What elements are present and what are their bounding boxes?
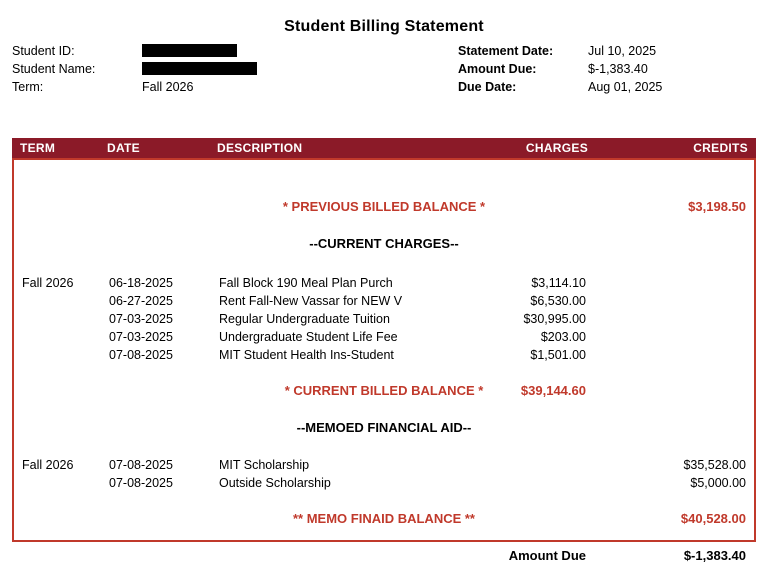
- column-header-description: DESCRIPTION: [217, 141, 303, 155]
- table-row: [14, 310, 754, 328]
- previous-balance-row: [14, 198, 754, 216]
- current-billed-balance-charge: $39,144.60: [520, 383, 586, 398]
- row-term: Fall 2026: [22, 276, 74, 290]
- total-row: [14, 547, 754, 565]
- memo-finaid-balance-credit: $40,528.00: [680, 511, 746, 526]
- row-description: Undergraduate Student Life Fee: [219, 330, 398, 344]
- table-row: [14, 456, 754, 474]
- billing-table: [12, 138, 756, 563]
- row-date: 07-03-2025: [109, 330, 173, 344]
- table-row: [14, 346, 754, 364]
- total-label: Amount Due: [508, 548, 586, 563]
- row-description: Outside Scholarship: [219, 476, 331, 490]
- student-info-block: [12, 42, 342, 96]
- table-header-row: [12, 138, 756, 160]
- amount-due-label: Amount Due:: [458, 62, 537, 76]
- amount-due-row: [458, 60, 758, 78]
- table-row: [14, 274, 754, 292]
- row-charge: $30,995.00: [523, 312, 586, 326]
- row-date: 07-08-2025: [109, 458, 173, 472]
- row-term: Fall 2026: [22, 458, 74, 472]
- row-charge: $3,114.10: [531, 276, 586, 290]
- student-name-value: [142, 60, 257, 78]
- due-date-value: Aug 01, 2025: [588, 80, 663, 94]
- redacted-student-id: [142, 44, 237, 57]
- row-charge: $6,530.00: [530, 294, 586, 308]
- term-label: Term:: [12, 80, 44, 94]
- table-row: [14, 474, 754, 492]
- current-charges-heading-row: [14, 235, 754, 253]
- total-amount: $-1,383.40: [683, 548, 746, 563]
- statement-info-block: [458, 42, 758, 96]
- row-description: MIT Student Health Ins-Student: [219, 348, 394, 362]
- table-body: [12, 160, 756, 563]
- column-header-credits: CREDITS: [693, 141, 748, 155]
- row-description: Rent Fall-New Vassar for NEW V: [219, 294, 403, 308]
- memo-finaid-balance-label: ** MEMO FINAID BALANCE **: [292, 511, 475, 526]
- row-date: 06-18-2025: [109, 276, 173, 290]
- column-header-charges: CHARGES: [525, 141, 588, 155]
- memo-finaid-balance-row: [14, 510, 754, 528]
- student-id-label: Student ID:: [12, 44, 75, 58]
- student-id-value: [142, 42, 237, 60]
- row-credit: $35,528.00: [683, 458, 746, 472]
- term-row: [12, 78, 342, 96]
- row-description: Regular Undergraduate Tuition: [219, 312, 390, 326]
- row-credit: $5,000.00: [690, 476, 746, 490]
- due-date-row: [458, 78, 758, 96]
- row-date: 07-08-2025: [109, 476, 173, 490]
- term-value: Fall 2026: [142, 80, 194, 94]
- current-charges-heading: --CURRENT CHARGES--: [309, 236, 459, 251]
- due-date-label: Due Date:: [458, 80, 517, 94]
- statement-date-row: [458, 42, 758, 60]
- student-name-row: [12, 60, 342, 78]
- column-header-date: DATE: [107, 141, 140, 155]
- memoed-aid-heading-row: [14, 419, 754, 437]
- redacted-student-name: [142, 62, 257, 75]
- student-id-row: [12, 42, 342, 60]
- row-date: 06-27-2025: [109, 294, 173, 308]
- column-header-term: TERM: [20, 141, 56, 155]
- row-date: 07-03-2025: [109, 312, 173, 326]
- amount-due-value: $-1,383.40: [588, 62, 648, 76]
- previous-balance-credit: $3,198.50: [688, 199, 746, 214]
- table-row: [14, 328, 754, 346]
- row-charge: $1,501.00: [530, 348, 586, 362]
- current-billed-balance-row: [14, 382, 754, 400]
- statement-date-value: Jul 10, 2025: [588, 44, 657, 58]
- page-title: Student Billing Statement: [284, 18, 484, 35]
- current-billed-balance-label: * CURRENT BILLED BALANCE *: [284, 383, 484, 398]
- row-charge: $203.00: [540, 330, 586, 344]
- row-description: Fall Block 190 Meal Plan Purch: [219, 276, 393, 290]
- row-date: 07-08-2025: [109, 348, 173, 362]
- row-description: MIT Scholarship: [219, 458, 310, 472]
- memoed-aid-heading: --MEMOED FINANCIAL AID--: [296, 420, 472, 435]
- student-name-label: Student Name:: [12, 62, 96, 76]
- table-row: [14, 292, 754, 310]
- previous-balance-label: * PREVIOUS BILLED BALANCE *: [282, 199, 486, 214]
- statement-date-label: Statement Date:: [458, 44, 554, 58]
